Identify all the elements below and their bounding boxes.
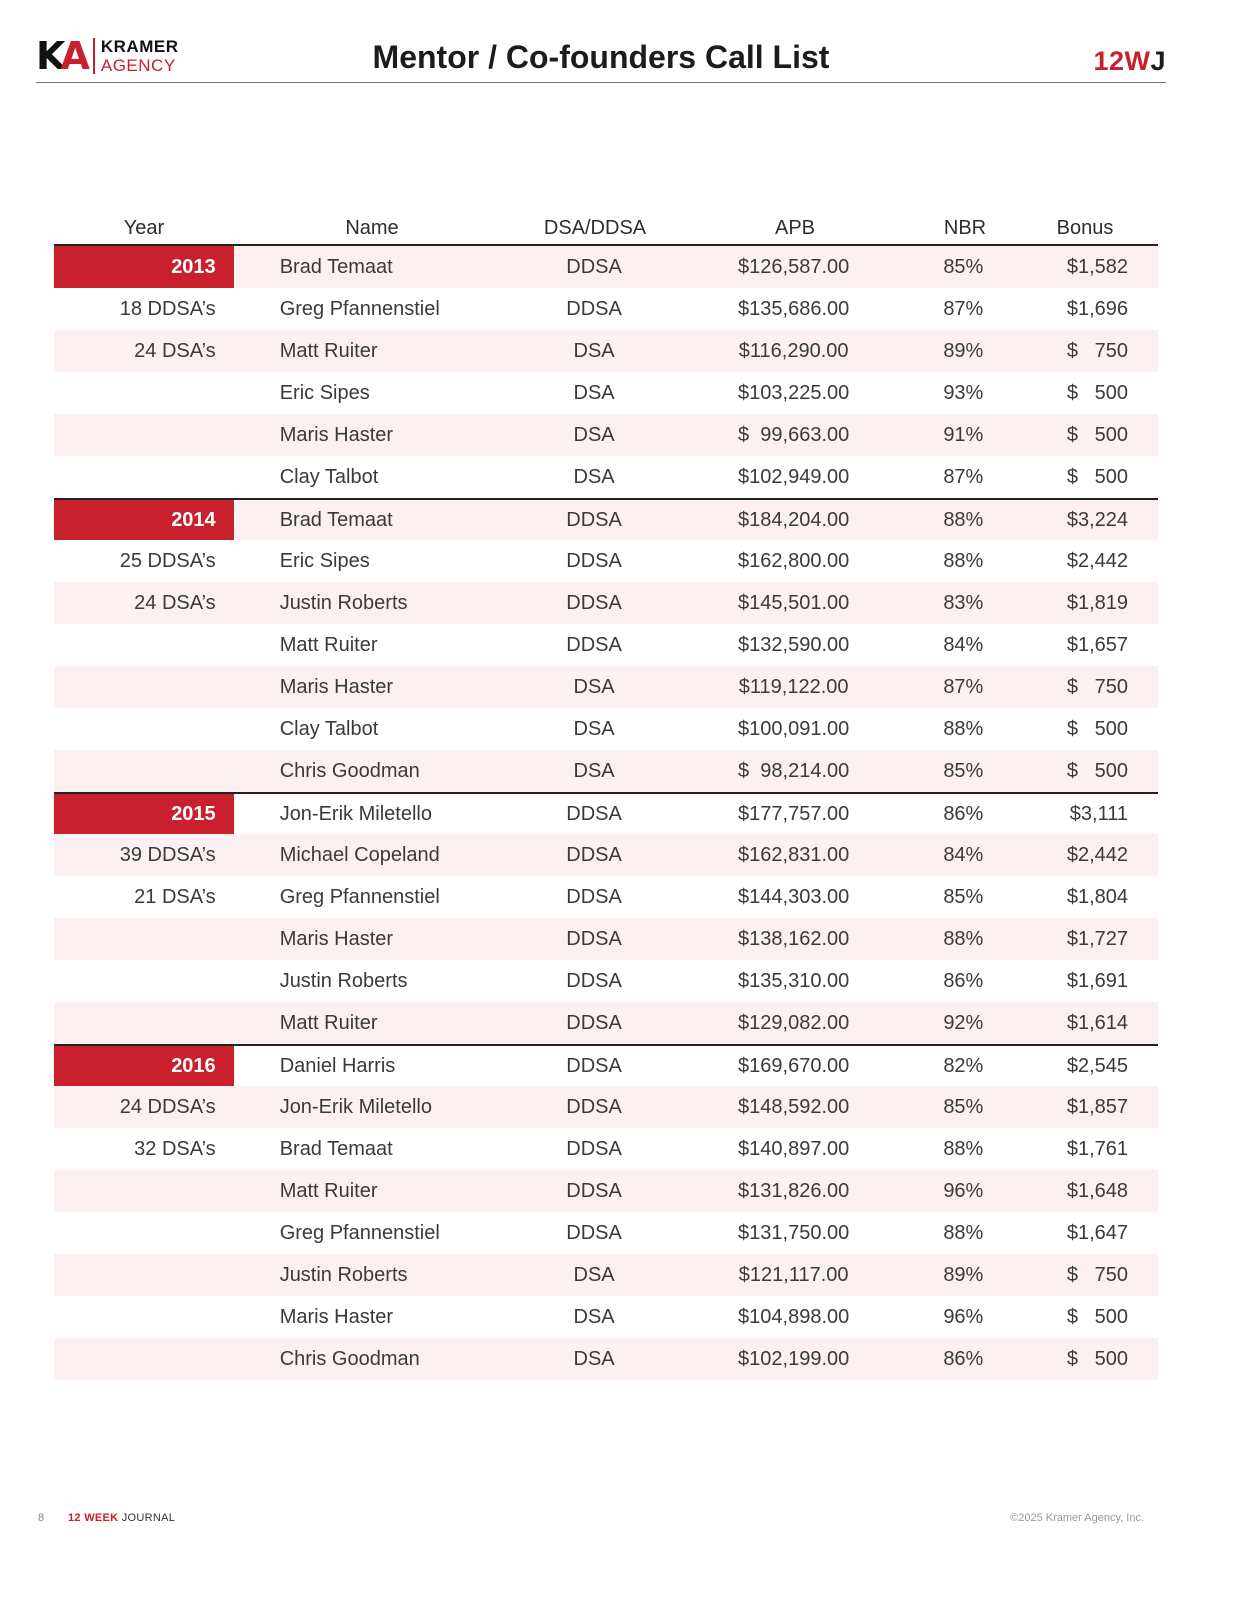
cell-apb: $132,590.00 bbox=[738, 633, 850, 656]
cell-name: Brad Temaat bbox=[279, 255, 393, 278]
cell-name: Maris Haster bbox=[279, 1305, 394, 1328]
cell-bonus: $1,804 bbox=[1066, 885, 1128, 908]
cell-bonus: $ 750 bbox=[1066, 339, 1128, 362]
copyright: ©2025 Kramer Agency, Inc. bbox=[1010, 1512, 1144, 1524]
cell-apb: $140,897.00 bbox=[738, 1137, 850, 1160]
cell-name: Matt Ruiter bbox=[279, 633, 378, 656]
cell-bonus: $ 750 bbox=[1066, 1263, 1128, 1286]
cell-nbr: 89% bbox=[943, 339, 984, 362]
cell-name: Justin Roberts bbox=[279, 969, 408, 992]
cell-year bbox=[54, 918, 234, 960]
table-body bbox=[54, 246, 1158, 1380]
cell-year: 24 DSA’s bbox=[134, 591, 216, 614]
cell-nbr: 85% bbox=[943, 1095, 984, 1118]
cell-dsa: DDSA bbox=[566, 508, 622, 531]
table-row bbox=[54, 1170, 1158, 1212]
table-row bbox=[54, 1296, 1158, 1338]
cell-dsa: DSA bbox=[573, 381, 615, 404]
cell-bonus: $ 500 bbox=[1066, 381, 1128, 404]
cell-bonus: $2,442 bbox=[1066, 843, 1128, 866]
cell-bonus: $1,761 bbox=[1066, 1137, 1128, 1160]
cell-apb: $116,290.00 bbox=[738, 339, 849, 362]
cell-bonus: $1,819 bbox=[1066, 591, 1128, 614]
12wj-brand: 12WJ bbox=[1093, 46, 1166, 76]
table-row bbox=[54, 834, 1158, 876]
cell-bonus: $2,545 bbox=[1066, 1054, 1128, 1077]
table-row bbox=[54, 288, 1158, 330]
table-row bbox=[54, 1254, 1158, 1296]
table-row bbox=[54, 456, 1158, 498]
cell-bonus: $ 500 bbox=[1066, 1305, 1128, 1328]
cell-name: Matt Ruiter bbox=[279, 339, 378, 362]
cell-nbr: 86% bbox=[943, 1347, 984, 1370]
cell-nbr: 88% bbox=[943, 1221, 984, 1244]
cell-dsa: DDSA bbox=[566, 1221, 622, 1244]
table-row bbox=[54, 414, 1158, 456]
cell-dsa: DSA bbox=[573, 759, 615, 782]
page-header bbox=[36, 34, 1166, 83]
cell-nbr: 85% bbox=[943, 759, 984, 782]
cell-bonus: $1,696 bbox=[1066, 297, 1128, 320]
table-row bbox=[54, 540, 1158, 582]
table-row bbox=[54, 1128, 1158, 1170]
cell-dsa: DDSA bbox=[566, 297, 622, 320]
cell-name: Jon-Erik Miletello bbox=[279, 802, 432, 825]
cell-nbr: 82% bbox=[943, 1054, 984, 1077]
cell-apb: $177,757.00 bbox=[738, 802, 850, 825]
cell-apb: $138,162.00 bbox=[738, 927, 850, 950]
page-title: Mentor / Co-founders Call List bbox=[372, 39, 830, 75]
cell-apb: $126,587.00 bbox=[738, 255, 850, 278]
cell-dsa: DSA bbox=[573, 465, 615, 488]
table-row bbox=[54, 960, 1158, 1002]
cell-dsa: DSA bbox=[573, 1305, 615, 1328]
table-row bbox=[54, 792, 1158, 834]
page-number: 8 bbox=[38, 1512, 45, 1524]
cell-year bbox=[54, 1254, 234, 1296]
cell-apb: $135,686.00 bbox=[738, 297, 850, 320]
cell-nbr: 83% bbox=[943, 591, 984, 614]
cell-nbr: 88% bbox=[943, 717, 984, 740]
cell-dsa: DSA bbox=[573, 1263, 615, 1286]
logo-line-kramer: KRAMER bbox=[100, 37, 179, 56]
cell-name: Brad Temaat bbox=[279, 508, 393, 531]
cell-apb: $100,091.00 bbox=[738, 717, 850, 740]
cell-nbr: 85% bbox=[943, 885, 984, 908]
table-row bbox=[54, 246, 1158, 288]
cell-dsa: DDSA bbox=[566, 885, 622, 908]
cell-apb: $102,949.00 bbox=[738, 465, 850, 488]
cell-dsa: DDSA bbox=[566, 802, 622, 825]
cell-name: Greg Pfannenstiel bbox=[279, 885, 440, 908]
cell-name: Justin Roberts bbox=[279, 1263, 408, 1286]
cell-year: 2015 bbox=[54, 794, 234, 834]
table-row bbox=[54, 1044, 1158, 1086]
table-row bbox=[54, 1002, 1158, 1044]
cell-bonus: $1,582 bbox=[1066, 255, 1128, 278]
cell-year: 2014 bbox=[54, 500, 234, 540]
cell-dsa: DDSA bbox=[566, 591, 622, 614]
cell-name: Jon-Erik Miletello bbox=[279, 1095, 432, 1118]
cell-name: Chris Goodman bbox=[279, 759, 420, 782]
cell-dsa: DDSA bbox=[566, 549, 622, 572]
cell-dsa: DDSA bbox=[566, 633, 622, 656]
column-header-nbr: NBR bbox=[943, 216, 987, 239]
cell-name: Maris Haster bbox=[279, 423, 394, 446]
cell-year bbox=[54, 708, 234, 750]
table-row bbox=[54, 498, 1158, 540]
cell-year: 24 DSA’s bbox=[134, 339, 216, 362]
cell-year bbox=[54, 1002, 234, 1044]
cell-nbr: 86% bbox=[943, 802, 984, 825]
cell-dsa: DSA bbox=[573, 339, 615, 362]
cell-nbr: 84% bbox=[943, 633, 984, 656]
cell-nbr: 96% bbox=[943, 1179, 984, 1202]
cell-bonus: $ 500 bbox=[1066, 465, 1128, 488]
cell-apb: $ 99,663.00 bbox=[738, 423, 850, 446]
cell-year: 25 DDSA’s bbox=[119, 549, 216, 572]
cell-nbr: 87% bbox=[943, 297, 984, 320]
cell-year bbox=[54, 1170, 234, 1212]
cell-bonus: $3,111 bbox=[1069, 802, 1128, 825]
cell-bonus: $1,691 bbox=[1066, 969, 1128, 992]
column-header-name: Name bbox=[345, 216, 399, 239]
cell-nbr: 86% bbox=[943, 969, 984, 992]
cell-apb: $184,204.00 bbox=[738, 508, 850, 531]
cell-dsa: DDSA bbox=[566, 1011, 622, 1034]
cell-dsa: DDSA bbox=[566, 1137, 622, 1160]
cell-nbr: 84% bbox=[943, 843, 984, 866]
cell-apb: $119,122.00 bbox=[738, 675, 849, 698]
cell-nbr: 88% bbox=[943, 508, 984, 531]
cell-name: Clay Talbot bbox=[279, 465, 379, 488]
table-row bbox=[54, 1086, 1158, 1128]
table-row bbox=[54, 708, 1158, 750]
cell-bonus: $1,727 bbox=[1066, 927, 1128, 950]
cell-apb: $131,750.00 bbox=[738, 1221, 850, 1244]
cell-bonus: $ 750 bbox=[1066, 675, 1128, 698]
cell-bonus: $3,224 bbox=[1066, 508, 1128, 531]
cell-year bbox=[54, 456, 234, 498]
cell-year bbox=[54, 414, 234, 456]
table-row bbox=[54, 918, 1158, 960]
cell-bonus: $1,647 bbox=[1066, 1221, 1128, 1244]
cell-nbr: 93% bbox=[943, 381, 984, 404]
cell-apb: $162,800.00 bbox=[738, 549, 850, 572]
cell-nbr: 96% bbox=[943, 1305, 984, 1328]
cell-year: 18 DDSA’s bbox=[119, 297, 216, 320]
cell-apb: $102,199.00 bbox=[738, 1347, 850, 1370]
ka-logo-mark: KA bbox=[36, 34, 85, 78]
cell-bonus: $2,442 bbox=[1066, 549, 1128, 572]
cell-dsa: DDSA bbox=[566, 255, 622, 278]
table-header-row bbox=[54, 212, 1158, 246]
cell-year: 24 DDSA’s bbox=[119, 1095, 216, 1118]
cell-nbr: 85% bbox=[943, 255, 984, 278]
table-row bbox=[54, 750, 1158, 792]
cell-apb: $135,310.00 bbox=[738, 969, 850, 992]
table-row bbox=[54, 624, 1158, 666]
cell-dsa: DDSA bbox=[566, 1054, 622, 1077]
cell-bonus: $ 500 bbox=[1066, 717, 1128, 740]
cell-nbr: 87% bbox=[943, 465, 984, 488]
cell-dsa: DDSA bbox=[566, 1095, 622, 1118]
cell-nbr: 88% bbox=[943, 1137, 984, 1160]
cell-name: Maris Haster bbox=[279, 927, 394, 950]
cell-dsa: DSA bbox=[573, 1347, 615, 1370]
table-row bbox=[54, 372, 1158, 414]
cell-apb: $104,898.00 bbox=[738, 1305, 850, 1328]
table-row bbox=[54, 1338, 1158, 1380]
cell-bonus: $ 500 bbox=[1066, 759, 1128, 782]
cell-bonus: $1,857 bbox=[1066, 1095, 1128, 1118]
cell-apb: $169,670.00 bbox=[738, 1054, 850, 1077]
cell-name: Maris Haster bbox=[279, 675, 394, 698]
cell-apb: $148,592.00 bbox=[738, 1095, 850, 1118]
cell-apb: $129,082.00 bbox=[738, 1011, 850, 1034]
cell-name: Greg Pfannenstiel bbox=[279, 1221, 440, 1244]
column-header-dsa: DSA/DDSA bbox=[543, 216, 647, 239]
table-row bbox=[54, 666, 1158, 708]
cell-apb: $144,303.00 bbox=[738, 885, 850, 908]
column-header-bonus: Bonus bbox=[1056, 216, 1114, 239]
cell-year bbox=[54, 1212, 234, 1254]
cell-year bbox=[54, 624, 234, 666]
cell-apb: $131,826.00 bbox=[738, 1179, 850, 1202]
cell-bonus: $1,614 bbox=[1066, 1011, 1128, 1034]
cell-year: 32 DSA’s bbox=[134, 1137, 216, 1160]
cell-dsa: DDSA bbox=[566, 843, 622, 866]
cell-dsa: DSA bbox=[573, 717, 615, 740]
cell-name: Matt Ruiter bbox=[279, 1011, 378, 1034]
cell-bonus: $ 500 bbox=[1066, 423, 1128, 446]
cell-name: Matt Ruiter bbox=[279, 1179, 378, 1202]
cell-dsa: DDSA bbox=[566, 927, 622, 950]
cell-name: Justin Roberts bbox=[279, 591, 408, 614]
cell-apb: $121,117.00 bbox=[738, 1263, 849, 1286]
cell-dsa: DDSA bbox=[566, 1179, 622, 1202]
call-list-table bbox=[54, 212, 1158, 1380]
cell-name: Eric Sipes bbox=[279, 549, 370, 572]
cell-year: 2016 bbox=[54, 1046, 234, 1086]
footer-brand: 12 WEEK JOURNAL bbox=[68, 1512, 176, 1524]
cell-name: Brad Temaat bbox=[279, 1137, 393, 1160]
cell-nbr: 91% bbox=[943, 423, 984, 446]
column-header-year: Year bbox=[123, 216, 165, 239]
cell-name: Michael Copeland bbox=[279, 843, 440, 866]
cell-apb: $ 98,214.00 bbox=[738, 759, 850, 782]
cell-year: 39 DDSA’s bbox=[119, 843, 216, 866]
cell-bonus: $1,657 bbox=[1066, 633, 1128, 656]
table-row bbox=[54, 582, 1158, 624]
cell-apb: $162,831.00 bbox=[738, 843, 850, 866]
table-row bbox=[54, 1212, 1158, 1254]
cell-bonus: $1,648 bbox=[1066, 1179, 1128, 1202]
cell-year bbox=[54, 666, 234, 708]
cell-year: 21 DSA’s bbox=[134, 885, 216, 908]
cell-nbr: 92% bbox=[943, 1011, 984, 1034]
cell-year bbox=[54, 960, 234, 1002]
table-row bbox=[54, 330, 1158, 372]
cell-name: Daniel Harris bbox=[279, 1054, 396, 1077]
cell-year bbox=[54, 372, 234, 414]
cell-year bbox=[54, 1296, 234, 1338]
cell-apb: $103,225.00 bbox=[738, 381, 850, 404]
cell-nbr: 88% bbox=[943, 549, 984, 572]
cell-nbr: 89% bbox=[943, 1263, 984, 1286]
cell-name: Clay Talbot bbox=[279, 717, 379, 740]
cell-bonus: $ 500 bbox=[1066, 1347, 1128, 1370]
cell-name: Greg Pfannenstiel bbox=[279, 297, 440, 320]
cell-dsa: DSA bbox=[573, 423, 615, 446]
cell-name: Chris Goodman bbox=[279, 1347, 420, 1370]
cell-nbr: 88% bbox=[943, 927, 984, 950]
cell-name: Eric Sipes bbox=[279, 381, 370, 404]
table-row bbox=[54, 876, 1158, 918]
cell-year bbox=[54, 1338, 234, 1380]
logo-line-agency: AGENCY bbox=[100, 56, 176, 75]
cell-dsa: DSA bbox=[573, 675, 615, 698]
cell-year bbox=[54, 750, 234, 792]
column-header-apb: APB bbox=[774, 216, 816, 239]
cell-year: 2013 bbox=[54, 246, 234, 288]
cell-nbr: 87% bbox=[943, 675, 984, 698]
cell-dsa: DDSA bbox=[566, 969, 622, 992]
cell-apb: $145,501.00 bbox=[738, 591, 850, 614]
